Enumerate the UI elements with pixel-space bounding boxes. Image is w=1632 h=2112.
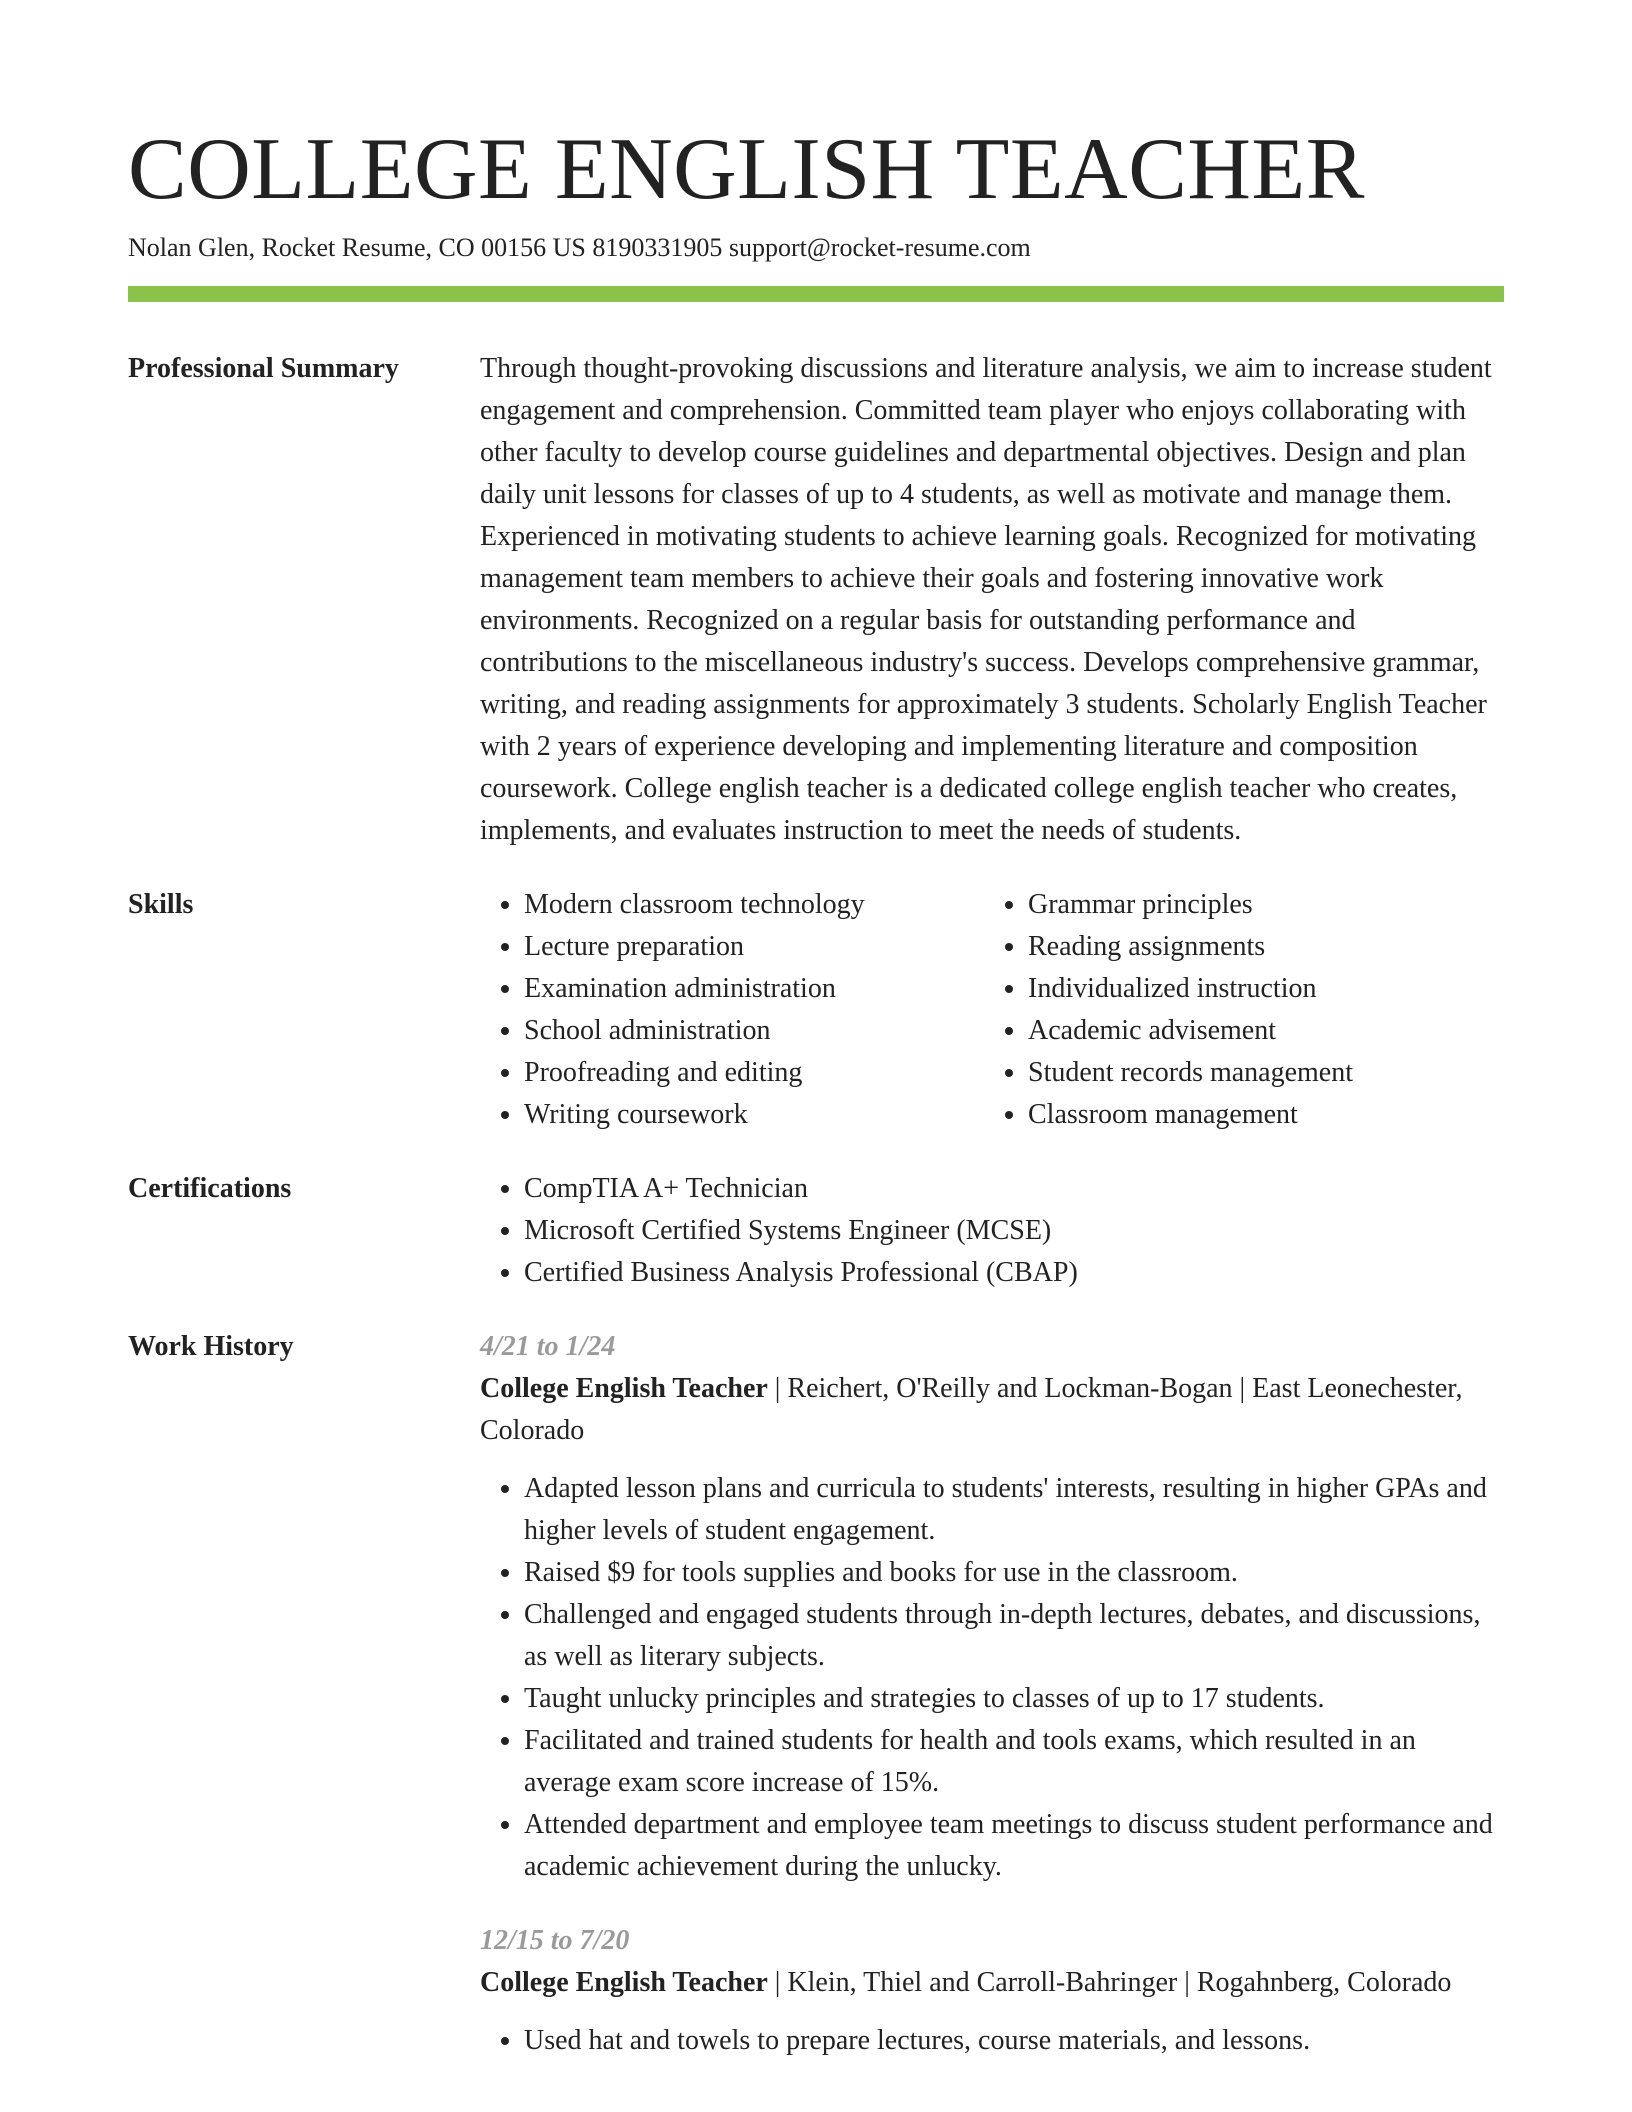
job-details: | Klein, Thiel and Carroll-Bahringer | Rogahnberg, Colorado <box>767 1967 1452 1998</box>
job-bullets <box>480 1468 1504 1888</box>
job-bullet: • Attended department and employee team meetings to discuss student performance and academic achievement during the unlucky. <box>524 1804 1504 1888</box>
certification-item: • Microsoft Certified Systems Engineer (MCSE) <box>524 1210 1504 1252</box>
skill-item: • Lecture preparation <box>524 926 984 968</box>
skill-item: • Examination administration <box>524 968 984 1010</box>
summary-label: Professional Summary <box>128 353 399 384</box>
skill-item: • Classroom management <box>1028 1094 1488 1136</box>
skill-item: • Proofreading and editing <box>524 1052 984 1094</box>
certification-item: • Certified Business Analysis Professional (CBAP) <box>524 1252 1504 1294</box>
certifications-section <box>128 1168 1504 1294</box>
certification-item: • CompTIA A+ Technician <box>524 1168 1504 1210</box>
skills-label: Skills <box>128 889 194 920</box>
skills-section <box>128 884 1504 1136</box>
skills-list-left <box>480 884 984 1136</box>
job-bullet: • Raised $9 for tools supplies and books for use in the classroom. <box>524 1552 1504 1594</box>
job-bullets <box>480 2020 1504 2062</box>
job-heading <box>480 1962 1504 2004</box>
job-entry <box>480 1920 1504 2062</box>
job-dates: 12/15 to 7/20 <box>480 1925 630 1956</box>
job-title: College English Teacher <box>480 1967 768 1998</box>
job-bullet: • Challenged and engaged students through in-depth lectures, debates, and discussions, as well as literary subjects. <box>524 1594 1504 1678</box>
resume-page <box>128 120 1504 2062</box>
job-dates: 4/21 to 1/24 <box>480 1331 616 1362</box>
skill-item: • Academic advisement <box>1028 1010 1488 1052</box>
certifications-label: Certifications <box>128 1173 292 1204</box>
contact-line: Nolan Glen, Rocket Resume, CO 00156 US 8190331905 support@rocket-resume.com <box>128 233 1031 262</box>
job-bullet: • Used hat and towels to prepare lectures, course materials, and lessons. <box>524 2020 1504 2062</box>
job-bullet: • Taught unlucky principles and strategies to classes of up to 17 students. <box>524 1678 1504 1720</box>
work-history-section <box>128 1326 1504 2062</box>
resume-title: COLLEGE ENGLISH TEACHER <box>128 121 1365 218</box>
job-title: College English Teacher <box>480 1373 768 1404</box>
skill-item: • Individualized instruction <box>1028 968 1488 1010</box>
header-divider <box>128 286 1504 302</box>
skill-item: • Writing coursework <box>524 1094 984 1136</box>
work-history-label: Work History <box>128 1331 294 1362</box>
skill-item: • Grammar principles <box>1028 884 1488 926</box>
summary-text: Through thought-provoking discussions and literature analysis, we aim to increase student engagement and comprehension. Committed team player who enjoys collaborating with other faculty to develop course guidelines and departmental objectives. Design and plan daily unit lessons for classes of up to 4 students, as well as motivate and manage them. Experienced in motivating students to achieve learning goals. Recognized for motivating management team members to achieve their goals and fostering innovative work environments. Recognized on a regular basis for outstanding performance and contributions to the miscellaneous industry's success. Develops comprehensive grammar, writing, and reading assignments for approximately 3 students. Scholarly English Teacher with 2 years of experience developing and implementing literature and composition coursework. College english teacher is a dedicated college english teacher who creates, implements, and evaluates instruction to meet the needs of students. <box>480 353 1492 846</box>
skill-item: • Modern classroom technology <box>524 884 984 926</box>
skill-item: • School administration <box>524 1010 984 1052</box>
skill-item: • Reading assignments <box>1028 926 1488 968</box>
skills-list-right <box>984 884 1488 1136</box>
job-bullet: • Facilitated and trained students for health and tools exams, which resulted in an average exam score increase of 15%. <box>524 1720 1504 1804</box>
job-entry <box>480 1326 1504 1888</box>
skills-columns <box>480 884 1504 1136</box>
summary-section <box>128 348 1504 852</box>
job-details: | Reichert, O'Reilly and Lockman-Bogan | East Leonechester, Colorado <box>480 1373 1463 1446</box>
job-heading <box>480 1368 1504 1452</box>
certifications-list <box>480 1168 1504 1294</box>
job-bullet: • Adapted lesson plans and curricula to students' interests, resulting in higher GPAs and higher levels of student engagement. <box>524 1468 1504 1552</box>
skill-item: • Student records management <box>1028 1052 1488 1094</box>
